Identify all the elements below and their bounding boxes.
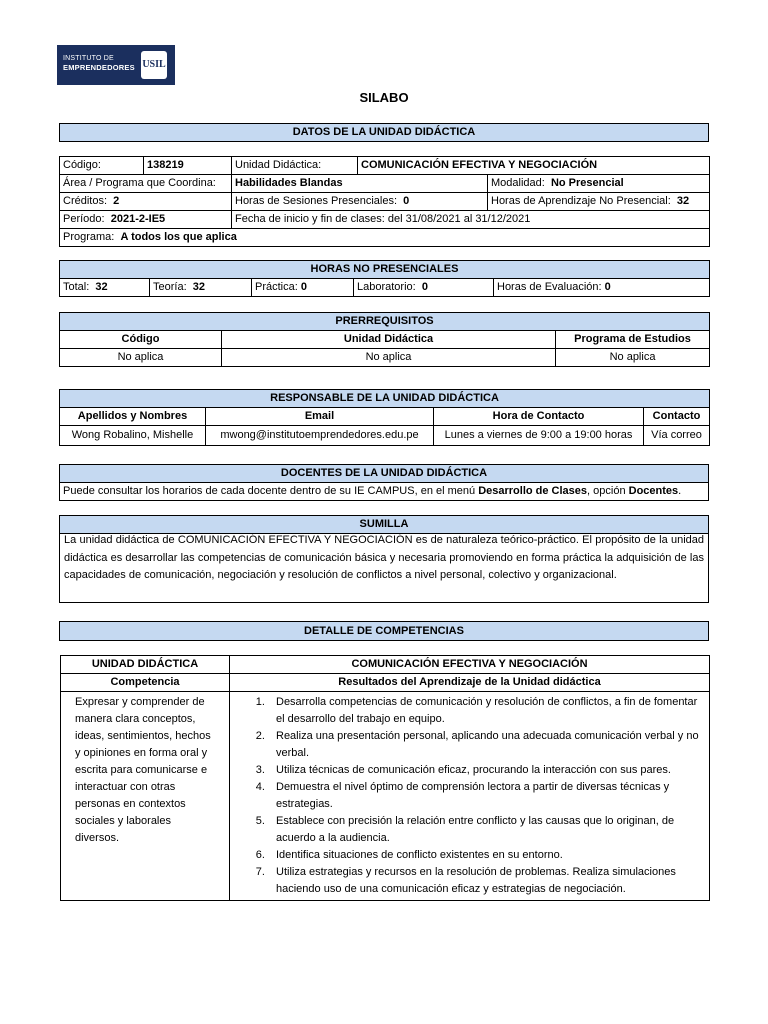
horas-pres-label: Horas de Sesiones Presenciales: <box>235 195 398 207</box>
docentes-option-name: Docentes <box>628 485 679 497</box>
total-label: Total: <box>63 281 90 293</box>
evaluacion-value: 0 <box>604 281 611 293</box>
horas-pres-value: 0 <box>403 195 410 207</box>
unidad-value: COMUNICACIÓN EFECTIVA Y NEGOCIACIÓN <box>358 157 710 175</box>
creditos-cell <box>60 193 232 211</box>
teoria-cell <box>150 279 252 297</box>
laboratorio-label: Laboratorio: <box>357 281 416 293</box>
creditos-value: 2 <box>113 195 120 207</box>
docentes-text2: , opción <box>587 485 629 497</box>
resp-contacto: Vía correo <box>644 426 710 446</box>
fecha-cell: Fecha de inicio y fin de clases: del 31/08/2021 al 31/12/2021 <box>232 211 710 229</box>
ud-value: COMUNICACIÓN EFECTIVA Y NEGOCIACIÓN <box>230 656 710 674</box>
resultados-cell <box>230 692 710 901</box>
usil-badge-icon: USIL <box>141 51 167 79</box>
practica-label: Práctica: <box>255 281 298 293</box>
evaluacion-label: Horas de Evaluación: <box>497 281 602 293</box>
modalidad-value: No Presencial <box>550 177 624 189</box>
practica-cell <box>252 279 354 297</box>
docentes-menu-name: Desarrollo de Clases <box>478 485 588 497</box>
resultado-item: 5. Establece con precisión la relación entre conflicto y las causas que lo originan, de acuerdo a la audiencia. <box>268 813 703 847</box>
horas-pres-cell <box>232 193 488 211</box>
resultado-item: 3. Utiliza técnicas de comunicación eficaz, procurando la interacción con sus pares. <box>268 762 703 779</box>
responsable-header: RESPONSABLE DE LA UNIDAD DIDÁCTICA <box>60 390 710 408</box>
resultados-label: Resultados del Aprendizaje de la Unidad didáctica <box>230 674 710 692</box>
periodo-cell <box>60 211 232 229</box>
codigo-label: Código: <box>60 157 144 175</box>
competencia-text: Expresar y comprender de manera clara conceptos, ideas, sentimientos, hechos y opiniones en forma oral y escrita para comunicarse e interactuar con otras personas en contextos sociales y laborales diversos. <box>61 692 230 901</box>
prereq-col-codigo: Código <box>60 331 222 349</box>
resp-col-nombres: Apellidos y Nombres <box>60 408 206 426</box>
prereq-col-programa: Programa de Estudios <box>556 331 710 349</box>
sumilla-header: SUMILLA <box>59 515 709 534</box>
resultado-item: 6. Identifica situaciones de conflicto existentes en su entorno. <box>268 847 703 864</box>
docentes-text3: . <box>678 485 682 497</box>
resultado-item: 1. Desarrolla competencias de comunicación y resolución de conflictos, a fin de fomentar el desarrollo del trabajo en equipo. <box>268 694 703 728</box>
laboratorio-cell <box>354 279 494 297</box>
area-value: Habilidades Blandas <box>232 175 488 193</box>
prerrequisitos-header: PRERREQUISITOS <box>60 313 710 331</box>
area-label: Área / Programa que Coordina: <box>60 175 232 193</box>
page-title: SILABO <box>359 90 409 105</box>
resp-col-hora: Hora de Contacto <box>434 408 644 426</box>
resp-nombre: Wong Robalino, Mishelle <box>60 426 206 446</box>
competencias-table <box>60 655 710 901</box>
resultado-item: 4. Demuestra el nivel óptimo de comprensión lectora a partir de diversas técnicas y estrategias. <box>268 779 703 813</box>
docentes-text <box>60 483 709 501</box>
docentes-text1: Puede consultar los horarios de cada docente dentro de su IE CAMPUS, en el menú <box>63 485 479 497</box>
total-value: 32 <box>95 281 108 293</box>
resultado-item: 7. Utiliza estrategias y recursos en la resolución de problemas. Realiza simulaciones haciendo uso de una comunicación eficaz y estrategias de negociación. <box>268 864 703 898</box>
datos-table <box>59 156 710 247</box>
logo-text <box>63 54 135 72</box>
logo-line2: EMPRENDEDORES <box>63 63 135 72</box>
programa-cell <box>60 229 710 247</box>
horas-nopres-label: Horas de Aprendizaje No Presencial: <box>491 195 671 207</box>
resp-col-contacto: Contacto <box>644 408 710 426</box>
resultado-item: 2. Realiza una presentación personal, aplicando una adecuada comunicación verbal y no verbal. <box>268 728 703 762</box>
periodo-value: 2021-2-IE5 <box>110 213 166 225</box>
laboratorio-value: 0 <box>421 281 428 293</box>
resp-email[interactable]: mwong@institutoemprendedores.edu.pe <box>206 426 434 446</box>
programa-value: A todos los que aplica <box>120 231 237 243</box>
total-cell <box>60 279 150 297</box>
resp-hora: Lunes a viernes de 9:00 a 19:00 horas <box>434 426 644 446</box>
periodo-label: Período: <box>63 213 105 225</box>
modalidad-label: Modalidad: <box>491 177 545 189</box>
resultados-list <box>242 694 703 898</box>
docentes-header: DOCENTES DE LA UNIDAD DIDÁCTICA <box>60 465 709 483</box>
logo-line1: INSTITUTO DE <box>63 55 114 62</box>
horas-header: HORAS NO PRESENCIALES <box>60 261 710 279</box>
docentes-table <box>59 464 709 501</box>
prereq-col-unidad: Unidad Didáctica <box>222 331 556 349</box>
competencia-label: Competencia <box>61 674 230 692</box>
evaluacion-cell <box>494 279 710 297</box>
prereq-codigo-value: No aplica <box>60 349 222 367</box>
responsable-table <box>59 389 710 446</box>
institute-logo <box>57 45 175 85</box>
practica-value: 0 <box>300 281 307 293</box>
creditos-label: Créditos: <box>63 195 108 207</box>
resp-col-email: Email <box>206 408 434 426</box>
modalidad-cell <box>488 175 710 193</box>
competencias-header: DETALLE DE COMPETENCIAS <box>59 621 709 641</box>
prerrequisitos-table <box>59 312 710 367</box>
unidad-label: Unidad Didáctica: <box>232 157 358 175</box>
prereq-programa-value: No aplica <box>556 349 710 367</box>
teoria-value: 32 <box>192 281 206 293</box>
codigo-value: 138219 <box>144 157 232 175</box>
datos-header: DATOS DE LA UNIDAD DIDÁCTICA <box>59 123 709 142</box>
teoria-label: Teoría: <box>153 281 187 293</box>
sumilla-text: La unidad didáctica de COMUNICACIÓN EFECTIVA Y NEGOCIACIÓN es de naturaleza teórico-práctico. El propósito de la unidad didáctica es desarrollar las competencias de comunicación básica y necesaria promoviendo en forma práctica la adquisición de las capacidades de comunicación, negociación y resolución de conflictos a nivel personal, colectivo y organizacional. <box>59 532 709 603</box>
programa-label: Programa: <box>63 231 115 243</box>
horas-table <box>59 260 710 297</box>
horas-nopres-value: 32 <box>676 195 690 207</box>
prereq-unidad-value: No aplica <box>222 349 556 367</box>
ud-label: UNIDAD DIDÁCTICA <box>61 656 230 674</box>
horas-nopres-cell <box>488 193 710 211</box>
